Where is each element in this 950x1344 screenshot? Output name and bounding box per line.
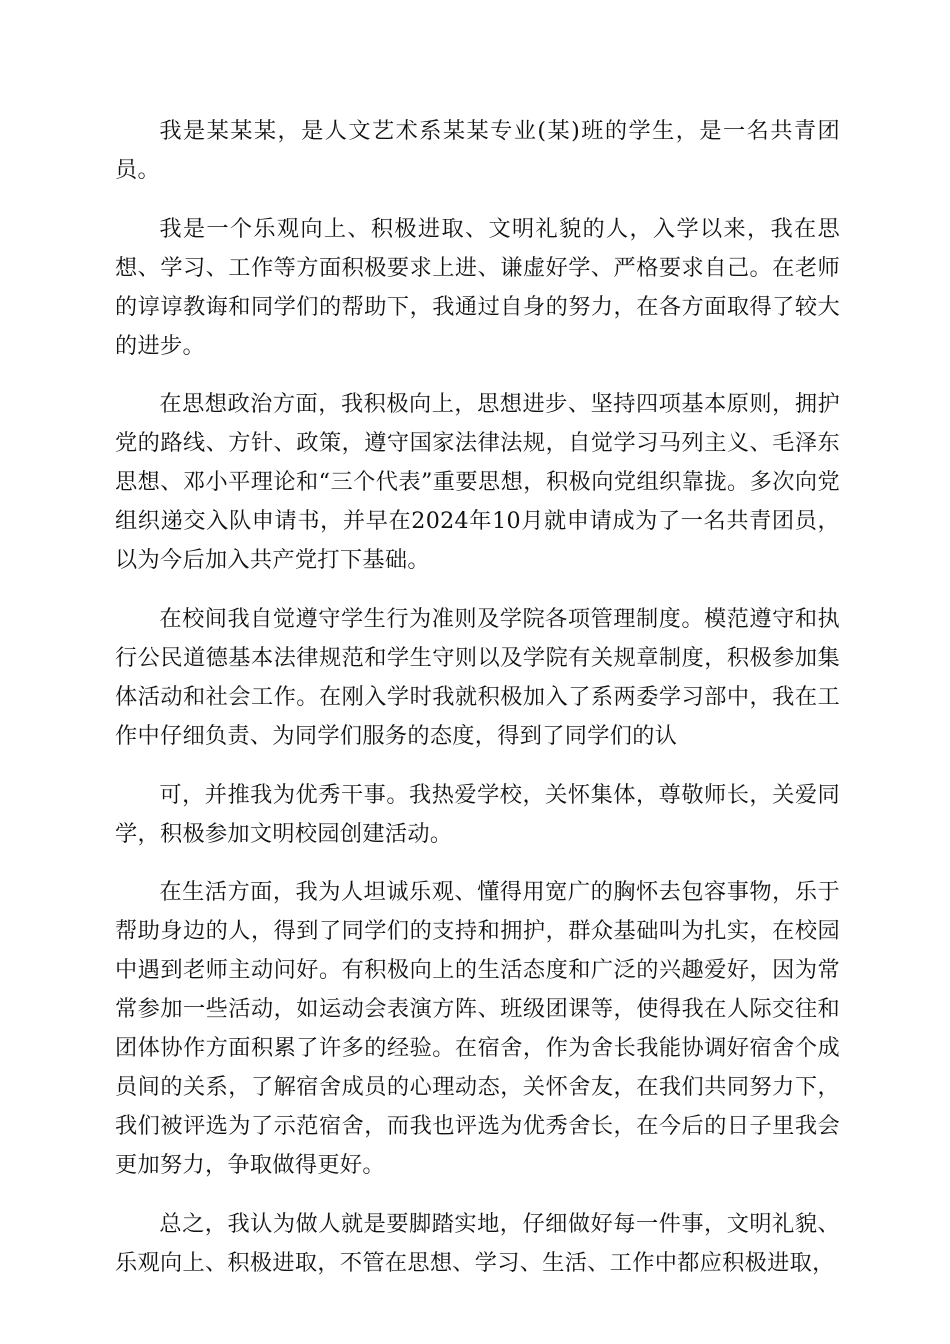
document-page bbox=[115, 112, 840, 1302]
paragraph-political: 在思想政治方面，我积极向上，思想进步、坚持四项基本原则，拥护党的路线、方针、政策，遵守国家法律法规，自觉学习马列主义、毛泽东思想、邓小平理论和“三个代表”重要思想，积极向党组织靠拢。多次向党组织递交入队申请书，并早在2024年10月就申请成为了一名共青团员，以为今后加入共产党打下基础。 bbox=[115, 391, 840, 574]
paragraph-campus-continued: 可，并推我为优秀干事。我热爱学校，关怀集体，尊敬师长，关爱同学，积极参加文明校园创建活动。 bbox=[115, 781, 840, 847]
paragraph-campus: 在校间我自觉遵守学生行为准则及学院各项管理制度。模范遵守和执行公民道德基本法律规范和学生守则以及学院有关规章制度，积极参加集体活动和社会工作。在刚入学时我就积极加入了系两委学习部中，我在工作中仔细负责、为同学们服务的态度，得到了同学们的认 bbox=[115, 605, 840, 749]
paragraph-character: 我是一个乐观向上、积极进取、文明礼貌的人，入学以来，我在思想、学习、工作等方面积极要求上进、谦虚好学、严格要求自己。在老师的谆谆教诲和同学们的帮助下，我通过自身的努力，在各方面取得了较大的进步。 bbox=[115, 215, 840, 359]
paragraph-summary: 总之，我认为做人就是要脚踏实地，仔细做好每一件事，文明礼貌、乐观向上、积极进取，不管在思想、学习、生活、工作中都应积极进取， bbox=[115, 1210, 840, 1276]
paragraph-life: 在生活方面，我为人坦诚乐观、懂得用宽广的胸怀去包容事物，乐于帮助身边的人，得到了同学们的支持和拥护，群众基础叫为扎实，在校园中遇到老师主动问好。有积极向上的生活态度和广泛的兴趣爱好，因为常常参加一些活动，如运动会表演方阵、班级团课等，使得我在人际交往和团体协作方面积累了许多的经验。在宿舍，作为舍长我能协调好宿舍个成员间的关系，了解宿舍成员的心理动态，关怀舍友，在我们共同努力下，我们被评选为了示范宿舍，而我也评选为优秀舍长，在今后的日子里我会更加努力，争取做得更好。 bbox=[115, 879, 840, 1178]
paragraph-intro: 我是某某某，是人文艺术系某某专业(某)班的学生，是一名共青团员。 bbox=[115, 118, 840, 183]
